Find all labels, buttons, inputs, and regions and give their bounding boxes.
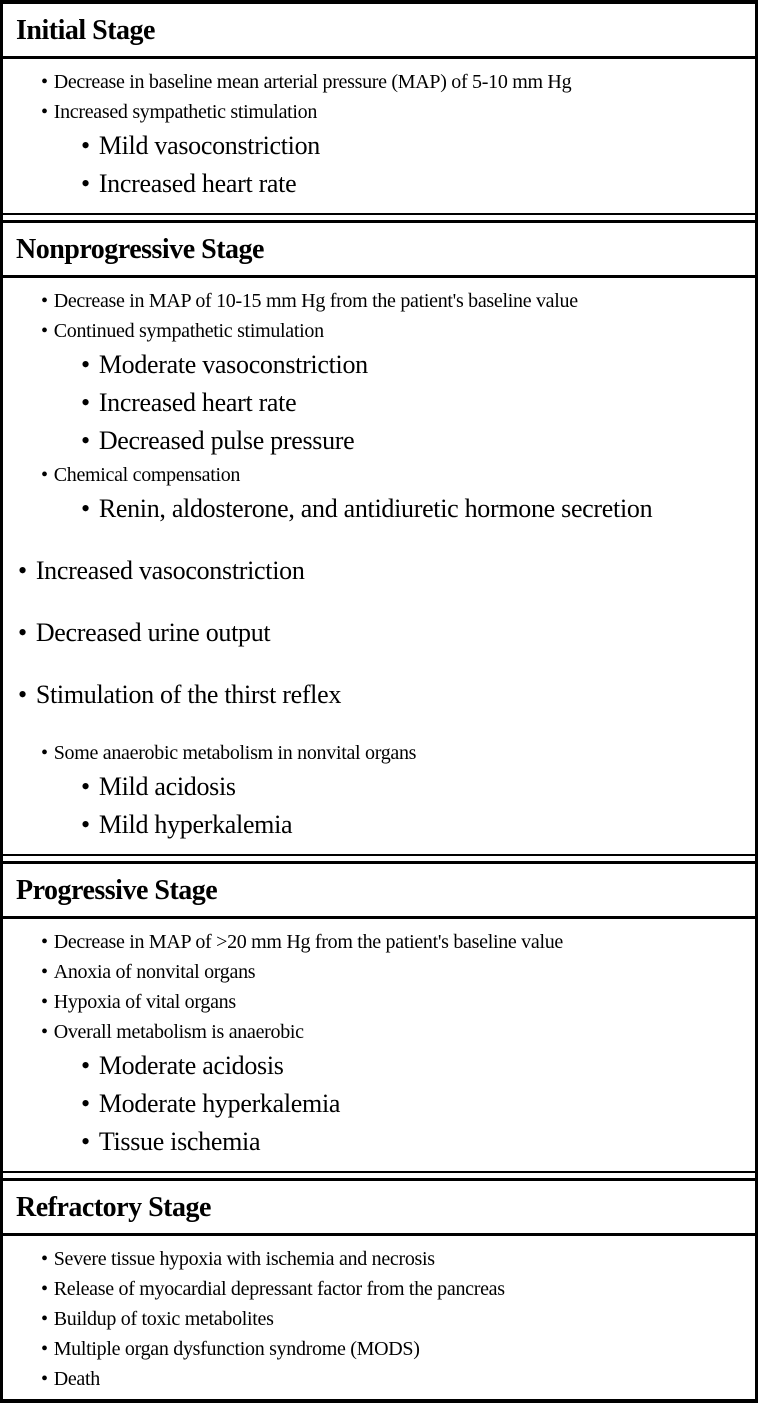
stage-header-progressive-stage bbox=[3, 861, 755, 919]
bullet-icon: • bbox=[41, 1308, 48, 1330]
list-item-text: Decreased urine output bbox=[35, 618, 271, 647]
bullet-icon: • bbox=[81, 1051, 90, 1080]
stage-title: Refractory Stage bbox=[16, 1192, 211, 1223]
list-item-text: Increased sympathetic stimulation bbox=[53, 101, 318, 123]
list-item-text: Renin, aldosterone, and antidiuretic hormone secretion bbox=[98, 494, 653, 523]
bullet-icon: • bbox=[41, 320, 48, 342]
list-item-text: Stimulation of the thirst reflex bbox=[35, 680, 342, 709]
bullet-icon: • bbox=[81, 1127, 90, 1156]
stage-title: Initial Stage bbox=[16, 15, 155, 46]
bullet-icon: • bbox=[41, 931, 48, 953]
bullet-icon: • bbox=[18, 556, 27, 585]
list-item-text: Buildup of toxic metabolites bbox=[53, 1308, 274, 1330]
list-item bbox=[3, 346, 749, 384]
list-item-text: Moderate vasoconstriction bbox=[98, 350, 368, 379]
bullet-icon: • bbox=[41, 961, 48, 983]
bullet-icon: • bbox=[81, 131, 90, 160]
list-item-text: Increased heart rate bbox=[98, 388, 297, 417]
list-item bbox=[3, 768, 749, 806]
bullet-icon: • bbox=[41, 1338, 48, 1360]
list-item-text: Hypoxia of vital organs bbox=[53, 991, 236, 1013]
list-item bbox=[3, 1244, 749, 1274]
stage-body-progressive-stage bbox=[3, 919, 755, 1173]
list-item bbox=[3, 614, 749, 652]
stage-header-initial-stage bbox=[3, 4, 755, 59]
list-item bbox=[3, 676, 749, 714]
list-item bbox=[3, 165, 749, 203]
list-item bbox=[3, 384, 749, 422]
list-item-text: Mild vasoconstriction bbox=[98, 131, 320, 160]
bullet-icon: • bbox=[81, 350, 90, 379]
list-item-text: Mild acidosis bbox=[98, 772, 236, 801]
bullet-icon: • bbox=[41, 1368, 48, 1390]
list-item bbox=[3, 738, 749, 768]
list-item bbox=[3, 316, 749, 346]
list-item bbox=[3, 1123, 749, 1161]
list-item bbox=[3, 1274, 749, 1304]
bullet-icon: • bbox=[81, 388, 90, 417]
list-item bbox=[3, 422, 749, 460]
list-item-text: Multiple organ dysfunction syndrome (MODS) bbox=[53, 1338, 420, 1360]
list-item-text: Decrease in baseline mean arterial pressure (MAP) of 5-10 mm Hg bbox=[53, 71, 572, 93]
list-item-text: Chemical compensation bbox=[53, 464, 241, 486]
list-item-text: Tissue ischemia bbox=[98, 1127, 261, 1156]
bullet-icon: • bbox=[41, 1278, 48, 1300]
bullet-icon: • bbox=[81, 772, 90, 801]
list-item bbox=[3, 1364, 749, 1394]
bullet-icon: • bbox=[41, 1021, 48, 1043]
bullet-icon: • bbox=[18, 680, 27, 709]
list-item-text: Increased heart rate bbox=[98, 169, 297, 198]
list-item-text: Anoxia of nonvital organs bbox=[53, 961, 256, 983]
list-item-text: Release of myocardial depressant factor from the pancreas bbox=[53, 1278, 505, 1300]
bullet-icon: • bbox=[41, 71, 48, 93]
bullet-icon: • bbox=[81, 426, 90, 455]
list-item bbox=[3, 1334, 749, 1364]
bullet-icon: • bbox=[81, 1089, 90, 1118]
list-item-text: Some anaerobic metabolism in nonvital organs bbox=[53, 742, 417, 764]
list-item-text: Moderate hyperkalemia bbox=[98, 1089, 341, 1118]
stage-body-nonprogressive-stage bbox=[3, 278, 755, 856]
list-item bbox=[3, 987, 749, 1017]
bullet-icon: • bbox=[41, 464, 48, 486]
stage-header-refractory-stage bbox=[3, 1178, 755, 1236]
list-item bbox=[3, 806, 749, 844]
list-item-text: Decrease in MAP of 10-15 mm Hg from the patient's baseline value bbox=[53, 290, 578, 312]
list-item-text: Death bbox=[53, 1368, 100, 1390]
bullet-icon: • bbox=[81, 169, 90, 198]
list-item bbox=[3, 927, 749, 957]
bullet-icon: • bbox=[41, 101, 48, 123]
bullet-icon: • bbox=[41, 1248, 48, 1270]
stage-body-refractory-stage bbox=[3, 1236, 755, 1403]
bullet-icon: • bbox=[41, 290, 48, 312]
list-item bbox=[3, 552, 749, 590]
list-item bbox=[3, 1304, 749, 1334]
list-item bbox=[3, 127, 749, 165]
list-item-text: Decreased pulse pressure bbox=[98, 426, 355, 455]
list-item-text: Mild hyperkalemia bbox=[98, 810, 293, 839]
list-item bbox=[3, 490, 749, 528]
bullet-icon: • bbox=[41, 991, 48, 1013]
list-item bbox=[3, 957, 749, 987]
list-item-text: Continued sympathetic stimulation bbox=[53, 320, 324, 342]
list-item bbox=[3, 1017, 749, 1047]
list-item-text: Severe tissue hypoxia with ischemia and necrosis bbox=[53, 1248, 435, 1270]
list-item-text: Moderate acidosis bbox=[98, 1051, 284, 1080]
bullet-icon: • bbox=[41, 742, 48, 764]
list-item bbox=[3, 1085, 749, 1123]
list-item bbox=[3, 460, 749, 490]
list-item-text: Overall metabolism is anaerobic bbox=[53, 1021, 304, 1043]
stage-body-initial-stage bbox=[3, 59, 755, 215]
list-item bbox=[3, 1047, 749, 1085]
list-item bbox=[3, 286, 749, 316]
bullet-icon: • bbox=[81, 494, 90, 523]
list-item-text: Decrease in MAP of >20 mm Hg from the patient's baseline value bbox=[53, 931, 563, 953]
list-item-text: Increased vasoconstriction bbox=[35, 556, 305, 585]
list-item bbox=[3, 97, 749, 127]
stage-header-nonprogressive-stage bbox=[3, 220, 755, 278]
stage-title: Progressive Stage bbox=[16, 875, 218, 906]
stage-title: Nonprogressive Stage bbox=[16, 234, 264, 265]
bullet-icon: • bbox=[81, 810, 90, 839]
list-item bbox=[3, 67, 749, 97]
bullet-icon: • bbox=[18, 618, 27, 647]
